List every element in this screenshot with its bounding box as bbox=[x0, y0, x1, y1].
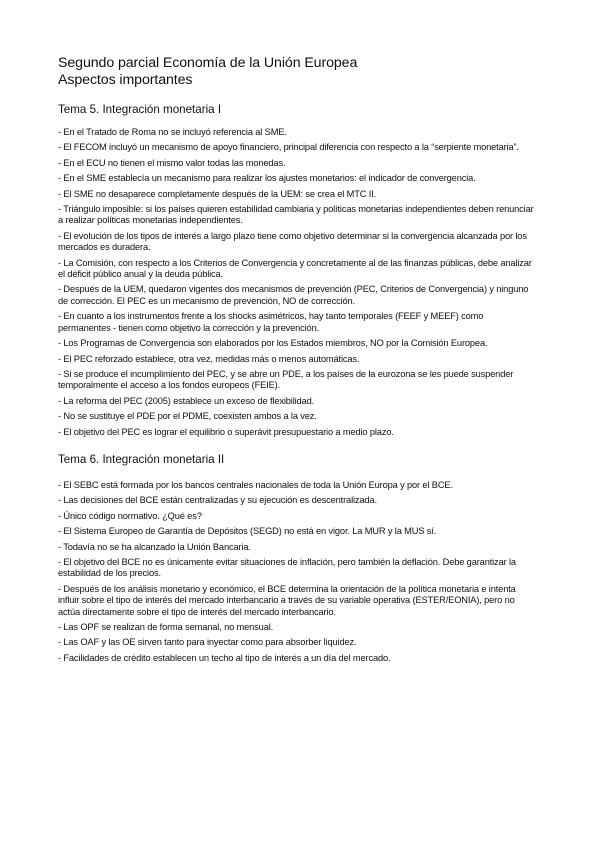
list-item: - La reforma del PEC (2005) establece un exceso de flexibilidad. bbox=[58, 395, 315, 406]
list-item: - No se sustituye el PDE por el PDME, coexisten ambos a la vez. bbox=[58, 411, 317, 422]
list-item: - Si se produce el incumplimiento del PEC, y se abre un PDE, a los países de la eurozona se les puede suspender temporalmente el acceso a los fondos europeos (FEIE). bbox=[58, 368, 514, 391]
title-line-2: Aspectos importantes bbox=[58, 72, 193, 88]
list-item: - En el SME establecía un mecanismo para realizar los ajustes monetarios: el indicador de convergencia. bbox=[58, 173, 476, 184]
list-item: - Los Programas de Convergencia son elaborados por los Estados miembros, NO por la Comisión Europea. bbox=[58, 338, 488, 349]
list-item: - El PEC reforzado establece, otra vez, medidas más o menos automáticas. bbox=[58, 353, 360, 364]
title-line-1: Segundo parcial Economía de la Unión Europea bbox=[58, 55, 358, 71]
list-item: - La Comisión, con respecto a los Criterios de Convergencia y concretamente al de las finanzas públicas, debe analizar el déficit público anual y la deuda pública. bbox=[58, 257, 532, 280]
list-item: - El evolución de los tipos de interés a largo plazo tiene como objetivo determinar si la convergencia alcanzada por los mercados es duradera. bbox=[58, 230, 527, 253]
list-item: - Triángulo imposible: si los países quieren estabilidad cambiaria y políticas monetarias independientes deben renunciar a realizar políticas monetarias independientes. bbox=[58, 204, 534, 226]
list-item: - Las decisiones del BCE están centralizadas y su ejecución es descentralizada. bbox=[58, 495, 377, 506]
list-item: - El objetivo del BCE no es únicamente evitar situaciones de inflación, pero también la deflación. Debe garantizar la estabilidad de los precios. bbox=[58, 556, 516, 579]
list-item: - En el ECU no tienen el mismo valor todas las monedas. bbox=[58, 157, 286, 168]
list-item: - El Sistema Europeo de Garantía de Depósitos (SEGD) no está en vigor. La MUR y la MUS sí. bbox=[58, 526, 437, 537]
list-item: - En el Tratado de Roma no se incluyó referencia al SME. bbox=[58, 127, 287, 137]
section-list-tema-5 bbox=[58, 127, 538, 438]
list-item: - Las OAF y las OE sirven tanto para inyectar como para absorber liquidez. bbox=[58, 637, 357, 648]
section-title-tema-6: Tema 6. Integración monetaria II bbox=[58, 452, 225, 466]
list-item: - Todavía no se ha alcanzado la Unión Bancaria. bbox=[58, 541, 251, 552]
list-item: - El FECOM incluyó un mecanismo de apoyo financiero, principal diferencia con respecto a la “serpiente monetaria”. bbox=[58, 142, 519, 153]
list-item: - El SEBC está formada por los bancos centrales nacionales de toda la Unión Europa y por el BCE. bbox=[58, 479, 453, 490]
document-page bbox=[58, 55, 538, 668]
list-item: - Después de los análisis monetario y económico, el BCE determina la orientación de la política monetaria e intenta influir sobre el tipo de interés del mercado interbancario a través de su variable operativa (ESTER/EONIA), pero no actúa directamente sobre el tipo de interés del mercado interbancario. bbox=[58, 583, 516, 617]
list-item: - Facilidades de crédito establecen un techo al tipo de interés a un día del mercado. bbox=[58, 652, 391, 663]
list-item: - El objetivo del PEC es lograr el equilibrio o superávit presupuestario a medio plazo. bbox=[58, 426, 394, 437]
list-item: - Después de la UEM, quedaron vigentes dos mecanismos de prevención (PEC, Criterios de Convergencia) y ninguno de corrección. El PEC es un mecanismo de prevención, NO de corrección. bbox=[58, 284, 529, 306]
document-title bbox=[58, 55, 538, 89]
list-item: - El SME no desaparece completamente después de la UEM: se crea el MTC II. bbox=[58, 188, 377, 199]
section-list-tema-6 bbox=[58, 480, 538, 664]
list-item: - Las OPF se realizan de forma semanal, no mensual. bbox=[58, 622, 274, 632]
section-title-tema-5: Tema 5. Integración monetaria I bbox=[58, 103, 222, 116]
list-item: - Único código normativo. ¿Qué es? bbox=[58, 510, 202, 521]
list-item: - En cuanto a los instrumentos frente a los shocks asimétricos, hay tanto temporales (FEEF y MEEF) como permanentes - tienen como objetivo la corrección y la prevención. bbox=[58, 311, 484, 333]
